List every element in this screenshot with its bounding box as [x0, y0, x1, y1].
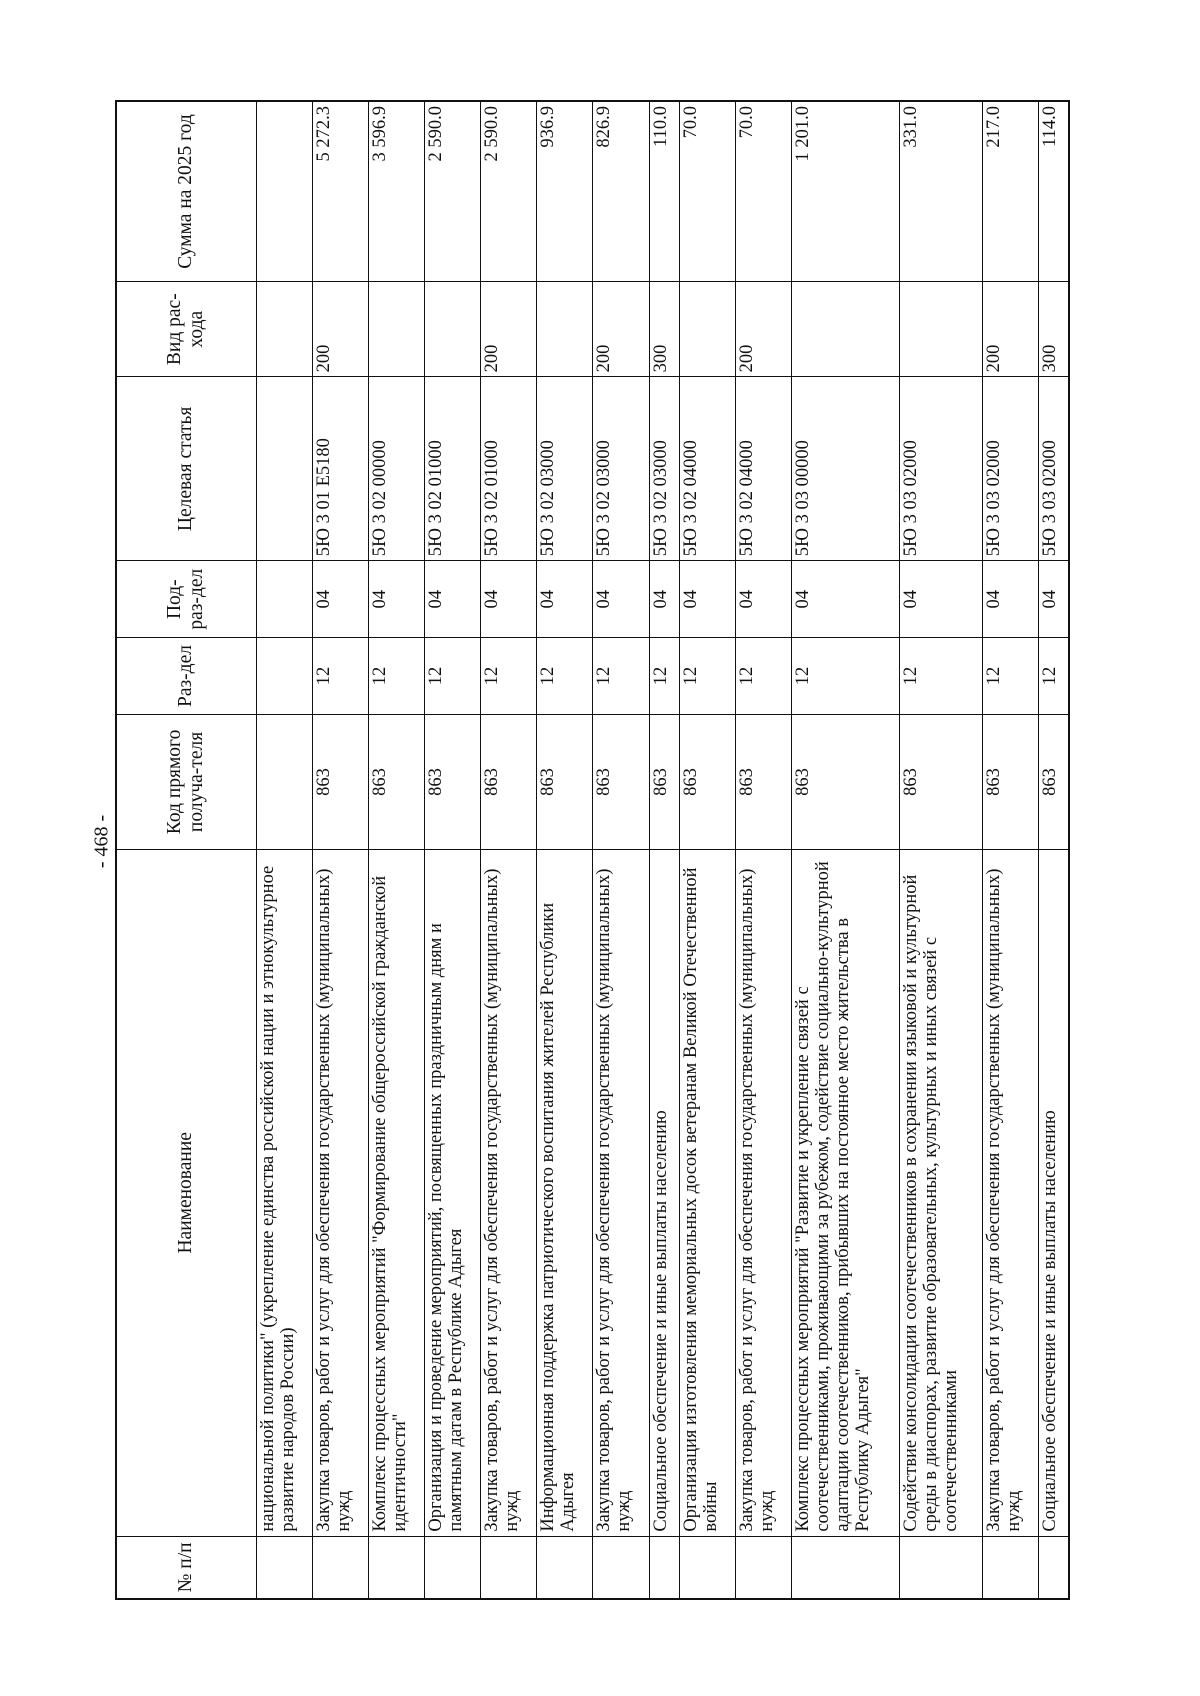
cell-name: Организация изготовления мемориальных досок ветеранам Великой Отечественной войны — [679, 849, 735, 1536]
cell-amount: 1 201.0 — [791, 101, 899, 281]
table-row — [593, 101, 649, 1599]
cell-num — [900, 1536, 982, 1599]
cell-subsection: 04 — [537, 561, 593, 638]
cell-num — [791, 1536, 899, 1599]
cell-expense — [791, 281, 899, 376]
cell-num — [735, 1536, 791, 1599]
cell-amount: 2 590.0 — [424, 101, 480, 281]
cell-recipient: 863 — [312, 714, 368, 849]
cell-name: Социальное обеспечение и иные выплаты населению — [649, 849, 679, 1536]
cell-expense: 200 — [982, 281, 1038, 376]
table-row — [679, 101, 735, 1599]
table-row — [368, 101, 424, 1599]
cell-name: Закупка товаров, работ и услуг для обеспечения государственных (муниципальных) нужд — [312, 849, 368, 1536]
cell-target: 5Ю 3 02 04000 — [735, 377, 791, 561]
cell-amount: 3 596.9 — [368, 101, 424, 281]
cell-recipient: 863 — [424, 714, 480, 849]
cell-section: 12 — [649, 638, 679, 715]
header-section: Раз-дел — [116, 638, 256, 715]
cell-amount: 826.9 — [593, 101, 649, 281]
header-num: № п/п — [116, 1536, 256, 1599]
cell-num — [537, 1536, 593, 1599]
cell-section: 12 — [735, 638, 791, 715]
cell-target: 5Ю 3 02 00000 — [368, 377, 424, 561]
cell-target: 5Ю 3 03 02000 — [1038, 377, 1069, 561]
cell-target: 5Ю 3 02 03000 — [537, 377, 593, 561]
cell-target — [256, 377, 312, 561]
cell-recipient: 863 — [481, 714, 537, 849]
cell-num — [256, 1536, 312, 1599]
table-body — [256, 101, 1069, 1599]
cell-recipient: 863 — [982, 714, 1038, 849]
cell-section: 12 — [900, 638, 982, 715]
cell-num — [481, 1536, 537, 1599]
cell-expense — [368, 281, 424, 376]
table-row — [1038, 101, 1069, 1599]
table-row — [424, 101, 480, 1599]
table-row — [537, 101, 593, 1599]
cell-amount: 70.0 — [735, 101, 791, 281]
cell-expense: 300 — [1038, 281, 1069, 376]
cell-expense — [424, 281, 480, 376]
cell-subsection: 04 — [1038, 561, 1069, 638]
cell-subsection: 04 — [312, 561, 368, 638]
cell-section: 12 — [368, 638, 424, 715]
cell-recipient: 863 — [1038, 714, 1069, 849]
cell-target: 5Ю 3 02 03000 — [649, 377, 679, 561]
header-target: Целевая статья — [116, 377, 256, 561]
table-header-row — [116, 101, 256, 1599]
cell-num — [679, 1536, 735, 1599]
cell-subsection: 04 — [649, 561, 679, 638]
cell-target: 5Ю 3 03 02000 — [900, 377, 982, 561]
table-row — [735, 101, 791, 1599]
cell-num — [649, 1536, 679, 1599]
cell-expense — [537, 281, 593, 376]
cell-expense: 200 — [593, 281, 649, 376]
cell-subsection: 04 — [481, 561, 537, 638]
cell-subsection: 04 — [982, 561, 1038, 638]
cell-section: 12 — [424, 638, 480, 715]
cell-name: Закупка товаров, работ и услуг для обеспечения государственных (муниципальных) нужд — [481, 849, 537, 1536]
cell-num — [982, 1536, 1038, 1599]
cell-target: 5Ю 3 02 01000 — [481, 377, 537, 561]
table-row — [982, 101, 1038, 1599]
cell-section — [256, 638, 312, 715]
cell-target: 5Ю 3 03 00000 — [791, 377, 899, 561]
header-name: Наименование — [116, 849, 256, 1536]
cell-recipient: 863 — [900, 714, 982, 849]
header-subsection: Под-раз-дел — [116, 561, 256, 638]
cell-subsection: 04 — [679, 561, 735, 638]
cell-expense: 300 — [649, 281, 679, 376]
cell-subsection: 04 — [900, 561, 982, 638]
cell-num — [312, 1536, 368, 1599]
cell-target: 5Ю 3 02 01000 — [424, 377, 480, 561]
cell-target: 5Ю 3 01 Е5180 — [312, 377, 368, 561]
table-row — [900, 101, 982, 1599]
cell-num — [593, 1536, 649, 1599]
cell-name: Закупка товаров, работ и услуг для обеспечения государственных (муниципальных) нужд — [982, 849, 1038, 1536]
cell-subsection: 04 — [424, 561, 480, 638]
cell-target: 5Ю 3 03 02000 — [982, 377, 1038, 561]
cell-name: Комплекс процессных мероприятий "Формирование общероссийской гражданской идентичности" — [368, 849, 424, 1536]
cell-name: Закупка товаров, работ и услуг для обеспечения государственных (муниципальных) нужд — [593, 849, 649, 1536]
cell-section: 12 — [312, 638, 368, 715]
cell-target: 5Ю 3 02 03000 — [593, 377, 649, 561]
cell-recipient: 863 — [679, 714, 735, 849]
cell-name: Содействие консолидации соотечественников в сохранении языковой и культурной среды в диаспорах, развитие образовательных, культурных и иных связей с соотечественниками — [900, 849, 982, 1536]
header-expense: Вид рас-хода — [116, 281, 256, 376]
cell-recipient: 863 — [735, 714, 791, 849]
cell-recipient: 863 — [649, 714, 679, 849]
cell-num — [424, 1536, 480, 1599]
cell-target: 5Ю 3 02 04000 — [679, 377, 735, 561]
cell-section: 12 — [679, 638, 735, 715]
cell-expense: 200 — [481, 281, 537, 376]
cell-amount: 110.0 — [649, 101, 679, 281]
cell-recipient: 863 — [537, 714, 593, 849]
cell-expense — [900, 281, 982, 376]
cell-amount: 2 590.0 — [481, 101, 537, 281]
cell-expense: 200 — [312, 281, 368, 376]
table-row — [649, 101, 679, 1599]
cell-subsection: 04 — [735, 561, 791, 638]
cell-expense — [679, 281, 735, 376]
cell-section: 12 — [481, 638, 537, 715]
cell-expense: 200 — [735, 281, 791, 376]
cell-name: национальной политики" (укрепление единства российской нации и этнокультурное развитие народов России) — [256, 849, 312, 1536]
cell-name: Социальное обеспечение и иные выплаты населению — [1038, 849, 1069, 1536]
cell-name: Информационная поддержка патриотического воспитания жителей Республики Адыгея — [537, 849, 593, 1536]
cell-recipient — [256, 714, 312, 849]
cell-amount: 5 272.3 — [312, 101, 368, 281]
cell-subsection: 04 — [791, 561, 899, 638]
cell-amount: 217.0 — [982, 101, 1038, 281]
cell-subsection: 04 — [593, 561, 649, 638]
cell-section: 12 — [537, 638, 593, 715]
budget-table — [115, 100, 1070, 1600]
table-row — [791, 101, 899, 1599]
cell-amount: 70.0 — [679, 101, 735, 281]
cell-recipient: 863 — [368, 714, 424, 849]
cell-recipient: 863 — [593, 714, 649, 849]
cell-name: Закупка товаров, работ и услуг для обеспечения государственных (муниципальных) нужд — [735, 849, 791, 1536]
header-recipient: Код прямого получа-теля — [116, 714, 256, 849]
page-number: - 468 - — [90, 814, 113, 869]
cell-expense — [256, 281, 312, 376]
cell-amount: 331.0 — [900, 101, 982, 281]
table-row — [256, 101, 312, 1599]
table-row — [312, 101, 368, 1599]
cell-subsection — [256, 561, 312, 638]
cell-name: Организация и проведение мероприятий, посвященных праздничным дням и памятным датам в Республике Адыгея — [424, 849, 480, 1536]
cell-section: 12 — [791, 638, 899, 715]
cell-num — [1038, 1536, 1069, 1599]
header-amount: Сумма на 2025 год — [116, 101, 256, 281]
cell-num — [368, 1536, 424, 1599]
cell-subsection: 04 — [368, 561, 424, 638]
rotated-table-container — [115, 100, 1070, 1600]
cell-amount: 114.0 — [1038, 101, 1069, 281]
cell-section: 12 — [593, 638, 649, 715]
cell-amount: 936.9 — [537, 101, 593, 281]
cell-amount — [256, 101, 312, 281]
cell-section: 12 — [982, 638, 1038, 715]
table-row — [481, 101, 537, 1599]
cell-name: Комплекс процессных мероприятий "Развитие и укрепление связей с соотечественниками, проживающими за рубежом, содействие социально-культурной адаптации соотечественников, прибывших на постоянное место жительства в Республику Адыгея" — [791, 849, 899, 1536]
cell-recipient: 863 — [791, 714, 899, 849]
cell-section: 12 — [1038, 638, 1069, 715]
